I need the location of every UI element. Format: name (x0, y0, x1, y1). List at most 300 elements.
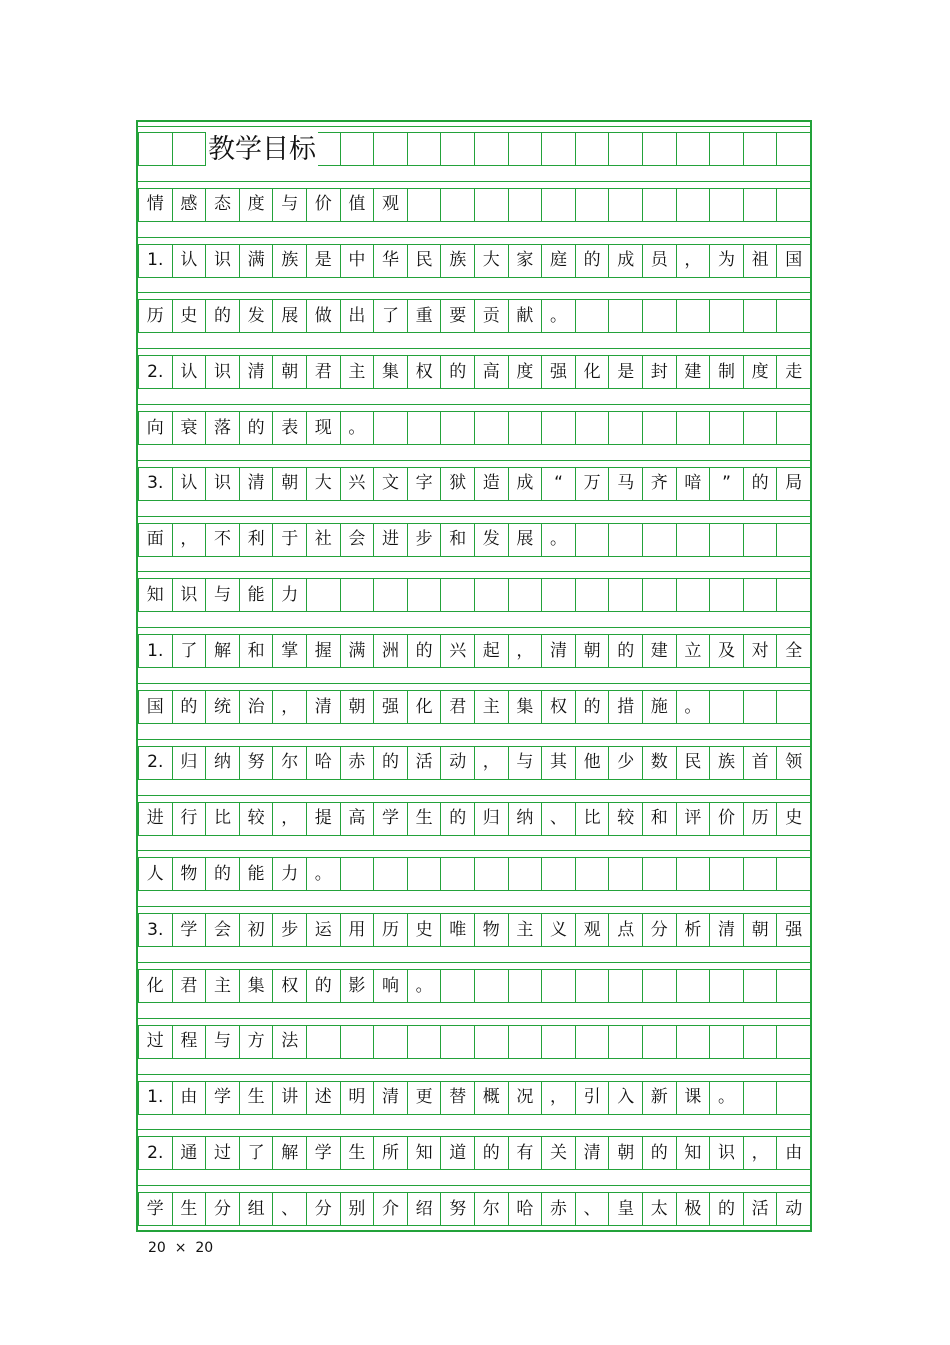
grid-cell: 民 (676, 746, 711, 780)
text-row (138, 1081, 810, 1115)
grid-cell: 洲 (373, 634, 408, 668)
text-row (138, 1136, 810, 1170)
grid-cell: 大 (306, 467, 341, 501)
grid-cell (709, 857, 744, 891)
grid-separator (138, 962, 810, 963)
grid-cell: 对 (743, 634, 778, 668)
grid-cell (776, 188, 811, 222)
grid-cell (575, 857, 610, 891)
grid-separator (138, 292, 810, 293)
grid-cell: 努 (239, 746, 274, 780)
grid-cell: 动 (776, 1192, 811, 1226)
grid-cell (642, 969, 677, 1003)
grid-cell: 集 (508, 690, 543, 724)
grid-cell: 朝 (340, 690, 375, 724)
grid-cell: 权 (541, 690, 576, 724)
grid-cell: 能 (239, 857, 274, 891)
grid-cell (676, 1025, 711, 1059)
grid-cell (776, 690, 811, 724)
grid-cell: 方 (239, 1025, 274, 1059)
grid-cell: 贡 (474, 299, 509, 333)
grid-cell: 起 (474, 634, 509, 668)
grid-cell: 认 (172, 467, 207, 501)
grid-cell: 了 (172, 634, 207, 668)
grid-cell: 化 (138, 969, 173, 1003)
grid-cell: 2. (138, 1136, 173, 1170)
grid-cell: 是 (608, 355, 643, 389)
grid-cell: 度 (508, 355, 543, 389)
grid-cell: 字 (407, 467, 442, 501)
grid-cell: ， (743, 1136, 778, 1170)
grid-cell: 提 (306, 802, 341, 836)
grid-cell: 力 (272, 857, 307, 891)
text-row (138, 1192, 810, 1226)
grid-cell: 价 (306, 188, 341, 222)
grid-cell: 成 (508, 467, 543, 501)
grid-cell: 为 (709, 244, 744, 278)
text-row (138, 244, 810, 278)
grid-cell: 生 (407, 802, 442, 836)
grid-cell: 大 (474, 244, 509, 278)
grid-cell: 。 (709, 1081, 744, 1115)
grid-cell: 朝 (272, 355, 307, 389)
grid-cell: 努 (440, 1192, 475, 1226)
grid-separator (138, 404, 810, 405)
grid-cell: 认 (172, 244, 207, 278)
grid-cell: 2. (138, 355, 173, 389)
grid-cell: 道 (440, 1136, 475, 1170)
grid-cell: 人 (138, 857, 173, 891)
grid-cell (676, 523, 711, 557)
grid-cell (676, 969, 711, 1003)
grid-cell: 有 (508, 1136, 543, 1170)
grid-separator (138, 850, 810, 851)
grid-cell (709, 411, 744, 445)
grid-cell: ” (709, 467, 744, 501)
grid-cell: 态 (205, 188, 240, 222)
grid-cell: 进 (373, 523, 408, 557)
grid-cell (340, 132, 375, 166)
grid-cell: 由 (776, 1136, 811, 1170)
grid-cell: 封 (642, 355, 677, 389)
grid-cell: 程 (172, 1025, 207, 1059)
grid-cell: 清 (709, 913, 744, 947)
grid-cell: 知 (676, 1136, 711, 1170)
grid-cell: ， (508, 634, 543, 668)
grid-cell (709, 969, 744, 1003)
grid-cell (440, 969, 475, 1003)
grid-cell: 介 (373, 1192, 408, 1226)
grid-cell (138, 132, 173, 166)
grid-cell: 观 (575, 913, 610, 947)
grid-separator (138, 906, 810, 907)
grid-cell: 利 (239, 523, 274, 557)
grid-cell: 君 (306, 355, 341, 389)
grid-cell: 朝 (272, 467, 307, 501)
grid-cell: 价 (709, 802, 744, 836)
grid-cell (709, 523, 744, 557)
grid-cell: 祖 (743, 244, 778, 278)
grid-cell: 认 (172, 355, 207, 389)
grid-cell (743, 299, 778, 333)
grid-cell (474, 857, 509, 891)
grid-separator (138, 126, 810, 127)
grid-cell (575, 299, 610, 333)
grid-cell: 建 (676, 355, 711, 389)
grid-cell: 兴 (340, 467, 375, 501)
grid-cell: 纳 (205, 746, 240, 780)
grid-cell: 过 (205, 1136, 240, 1170)
grid-cell (743, 1081, 778, 1115)
grid-cell (743, 411, 778, 445)
grid-cell: 课 (676, 1081, 711, 1115)
grid-cell: 化 (407, 690, 442, 724)
grid-cell: ， (541, 1081, 576, 1115)
grid-cell: 3. (138, 913, 173, 947)
grid-cell (474, 1025, 509, 1059)
grid-cell (642, 132, 677, 166)
grid-cell: 生 (340, 1136, 375, 1170)
grid-cell: 引 (575, 1081, 610, 1115)
grid-cell: 学 (138, 1192, 173, 1226)
grid-cell (743, 523, 778, 557)
grid-cell: “ (541, 467, 576, 501)
grid-cell: 太 (642, 1192, 677, 1226)
grid-cell: 朝 (743, 913, 778, 947)
grid-cell (743, 857, 778, 891)
grid-cell (709, 690, 744, 724)
grid-cell (508, 1025, 543, 1059)
grid-cell: 重 (407, 299, 442, 333)
grid-cell: 唯 (440, 913, 475, 947)
grid-cell: 局 (776, 467, 811, 501)
grid-cell: 的 (440, 355, 475, 389)
grid-cell (575, 188, 610, 222)
grid-cell: 展 (508, 523, 543, 557)
grid-cell: 文 (373, 467, 408, 501)
grid-cell (440, 578, 475, 612)
grid-cell: 领 (776, 746, 811, 780)
grid-cell: 君 (172, 969, 207, 1003)
grid-cell: 历 (138, 299, 173, 333)
grid-cell: 首 (743, 746, 778, 780)
grid-cell: 1. (138, 1081, 173, 1115)
grid-cell (373, 1025, 408, 1059)
grid-cell: 的 (407, 634, 442, 668)
grid-cell: 值 (340, 188, 375, 222)
grid-cell: 君 (440, 690, 475, 724)
grid-cell (743, 969, 778, 1003)
grid-cell: 掌 (272, 634, 307, 668)
grid-cell: 生 (239, 1081, 274, 1115)
grid-cell (541, 188, 576, 222)
grid-cell: 尔 (474, 1192, 509, 1226)
grid-separator (138, 1074, 810, 1075)
grid-cell: 解 (272, 1136, 307, 1170)
grid-cell: 比 (575, 802, 610, 836)
grid-cell (306, 1025, 341, 1059)
grid-cell: 会 (205, 913, 240, 947)
grid-cell: 通 (172, 1136, 207, 1170)
grid-cell (776, 132, 811, 166)
grid-cell (776, 857, 811, 891)
grid-cell: 的 (239, 411, 274, 445)
grid-cell (474, 188, 509, 222)
grid-cell: 较 (608, 802, 643, 836)
grid-cell: 知 (138, 578, 173, 612)
grid-cell (541, 132, 576, 166)
grid-cell (776, 1081, 811, 1115)
grid-cell: 关 (541, 1136, 576, 1170)
grid-cell: 的 (440, 802, 475, 836)
grid-cell: 和 (642, 802, 677, 836)
grid-cell: 度 (239, 188, 274, 222)
grid-separator (138, 181, 810, 182)
grid-cell: 史 (407, 913, 442, 947)
grid-cell: 2. (138, 746, 173, 780)
grid-cell: 活 (743, 1192, 778, 1226)
grid-separator (138, 571, 810, 572)
grid-cell: 施 (642, 690, 677, 724)
grid-cell: 权 (407, 355, 442, 389)
text-row (138, 1025, 810, 1059)
grid-cell: 少 (608, 746, 643, 780)
grid-separator (138, 516, 810, 517)
grid-cell (709, 578, 744, 612)
grid-cell: 展 (272, 299, 307, 333)
grid-cell (172, 132, 207, 166)
grid-cell: 哈 (306, 746, 341, 780)
grid-cell: 的 (373, 746, 408, 780)
grid-cell (575, 411, 610, 445)
grid-cell: 的 (205, 857, 240, 891)
grid-cell: 朝 (575, 634, 610, 668)
grid-cell: 1. (138, 634, 173, 668)
grid-cell: 措 (608, 690, 643, 724)
grid-cell: ， (474, 746, 509, 780)
grid-cell (676, 857, 711, 891)
grid-cell (709, 299, 744, 333)
grid-cell (440, 188, 475, 222)
grid-cell: 集 (373, 355, 408, 389)
grid-cell: 献 (508, 299, 543, 333)
grid-cell (373, 578, 408, 612)
grid-cell (373, 857, 408, 891)
grid-cell: 赤 (541, 1192, 576, 1226)
grid-cell: 物 (172, 857, 207, 891)
grid-cell: 成 (608, 244, 643, 278)
text-row (138, 355, 810, 389)
grid-cell: 高 (474, 355, 509, 389)
grid-cell: 的 (575, 244, 610, 278)
grid-cell: 满 (340, 634, 375, 668)
grid-cell: 与 (205, 1025, 240, 1059)
grid-cell (776, 411, 811, 445)
grid-cell (608, 523, 643, 557)
grid-cell: 与 (272, 188, 307, 222)
grid-cell (743, 690, 778, 724)
text-row (138, 634, 810, 668)
page-title: 教学目标 (208, 133, 316, 165)
grid-cell: 赤 (340, 746, 375, 780)
grid-cell: 数 (642, 746, 677, 780)
grid-cell: 力 (272, 578, 307, 612)
grid-cell: 讲 (272, 1081, 307, 1115)
grid-cell: 高 (340, 802, 375, 836)
grid-cell: 清 (373, 1081, 408, 1115)
grid-cell (608, 1025, 643, 1059)
grid-cell: 1. (138, 244, 173, 278)
grid-cell: 活 (407, 746, 442, 780)
grid-separator (138, 348, 810, 349)
grid-cell (508, 969, 543, 1003)
grid-cell: 别 (340, 1192, 375, 1226)
grid-cell (373, 132, 408, 166)
grid-cell: 发 (474, 523, 509, 557)
grid-cell: 评 (676, 802, 711, 836)
grid-cell (608, 299, 643, 333)
grid-cell (575, 132, 610, 166)
grid-cell (642, 411, 677, 445)
grid-cell (508, 188, 543, 222)
grid-cell (541, 578, 576, 612)
grid-cell: 族 (272, 244, 307, 278)
grid-cell: 落 (205, 411, 240, 445)
text-row (138, 578, 810, 612)
grid-cell: 识 (205, 355, 240, 389)
grid-cell (676, 132, 711, 166)
grid-cell: 分 (205, 1192, 240, 1226)
grid-cell (608, 578, 643, 612)
grid-cell: 建 (642, 634, 677, 668)
grid-cell: 化 (575, 355, 610, 389)
grid-cell: 史 (172, 299, 207, 333)
grid-separator (138, 460, 810, 461)
grid-cell: 及 (709, 634, 744, 668)
grid-cell: 与 (205, 578, 240, 612)
grid-cell: 了 (373, 299, 408, 333)
grid-cell (776, 1025, 811, 1059)
grid-cell: 。 (541, 299, 576, 333)
grid-cell (407, 578, 442, 612)
grid-cell: 分 (642, 913, 677, 947)
grid-cell: 识 (205, 244, 240, 278)
grid-cell: 动 (440, 746, 475, 780)
grid-cell: 其 (541, 746, 576, 780)
grid-cell: 用 (340, 913, 375, 947)
grid-cell: 全 (776, 634, 811, 668)
grid-cell (541, 857, 576, 891)
grid-cell: 新 (642, 1081, 677, 1115)
grid-cell: 所 (373, 1136, 408, 1170)
grid-cell: 学 (205, 1081, 240, 1115)
grid-cell (474, 411, 509, 445)
grid-cell: 皇 (608, 1192, 643, 1226)
grid-cell: 知 (407, 1136, 442, 1170)
grid-cell (407, 411, 442, 445)
grid-cell (642, 188, 677, 222)
grid-cell: 强 (373, 690, 408, 724)
grid-cell (642, 1025, 677, 1059)
grid-cell: 的 (743, 467, 778, 501)
grid-cell: 清 (239, 355, 274, 389)
grid-cell: 会 (340, 523, 375, 557)
grid-cell (508, 857, 543, 891)
grid-cell (676, 411, 711, 445)
grid-cell: 绍 (407, 1192, 442, 1226)
grid-cell (743, 132, 778, 166)
grid-separator (138, 683, 810, 684)
grid-separator (138, 739, 810, 740)
grid-cell (709, 1025, 744, 1059)
grid-cell (508, 578, 543, 612)
grid-cell: 强 (541, 355, 576, 389)
grid-cell: 明 (340, 1081, 375, 1115)
grid-cell (743, 1025, 778, 1059)
grid-cell (508, 411, 543, 445)
grid-cell: 归 (474, 802, 509, 836)
grid-cell (709, 188, 744, 222)
grid-cell: 走 (776, 355, 811, 389)
grid-cell (541, 411, 576, 445)
grid-cell (743, 188, 778, 222)
grid-cell (440, 1025, 475, 1059)
grid-cell (474, 132, 509, 166)
grid-cell (776, 299, 811, 333)
grid-cell: 主 (205, 969, 240, 1003)
grid-cell (440, 411, 475, 445)
grid-cell: 出 (340, 299, 375, 333)
grid-cell: 历 (373, 913, 408, 947)
grid-cell (608, 411, 643, 445)
grid-cell (340, 857, 375, 891)
grid-separator (138, 795, 810, 796)
grid-separator (138, 1129, 810, 1130)
grid-cell: 历 (743, 802, 778, 836)
grid-cell: 度 (743, 355, 778, 389)
grid-cell: 的 (306, 969, 341, 1003)
grid-cell: 做 (306, 299, 341, 333)
title-row (138, 132, 810, 166)
grid-cell (608, 969, 643, 1003)
grid-cell: 史 (776, 802, 811, 836)
grid-cell (776, 969, 811, 1003)
grid-cell: 的 (709, 1192, 744, 1226)
grid-cell: 立 (676, 634, 711, 668)
grid-cell (575, 578, 610, 612)
grid-cell (340, 1025, 375, 1059)
text-row (138, 188, 810, 222)
grid-cell (743, 578, 778, 612)
grid-cell: 与 (508, 746, 543, 780)
grid-cell: 、 (541, 802, 576, 836)
grid-cell: 的 (474, 1136, 509, 1170)
grid-cell (642, 299, 677, 333)
text-row (138, 802, 810, 836)
grid-cell (306, 578, 341, 612)
grid-cell: 集 (239, 969, 274, 1003)
grid-cell: 步 (272, 913, 307, 947)
grid-cell: 是 (306, 244, 341, 278)
grid-cell: 步 (407, 523, 442, 557)
grid-cell (608, 132, 643, 166)
grid-cell: 于 (272, 523, 307, 557)
grid-cell: 治 (239, 690, 274, 724)
grid-cell: 学 (172, 913, 207, 947)
grid-cell: 物 (474, 913, 509, 947)
grid-cell: 齐 (642, 467, 677, 501)
grid-cell: 向 (138, 411, 173, 445)
